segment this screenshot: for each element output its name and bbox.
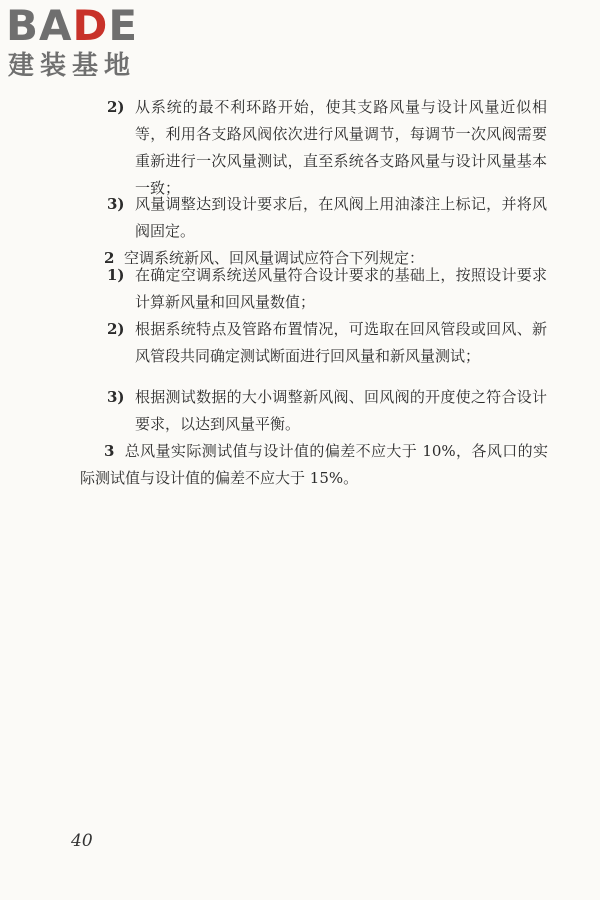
logo-wordmark: BADE	[6, 1, 139, 50]
logo-subtitle: 建装基地	[8, 51, 137, 81]
page-number: 40	[71, 831, 93, 851]
item-number: 1)	[107, 266, 125, 284]
list-item	[107, 262, 547, 316]
clause-text: 总风量实际测试值与设计值的偏差不应大于 10%，各风口的实际测试值与设计值的偏差不应大于 15%。	[80, 442, 548, 487]
list-item	[107, 316, 547, 370]
item-number: 3)	[107, 195, 125, 213]
item-text: 根据系统特点及管路布置情况，可选取在回风管段或回风、新风管段共同确定测试断面进行回风量和新风量测试；	[135, 320, 547, 365]
list-item	[107, 94, 547, 202]
bade-logo	[6, 1, 176, 86]
clause-text: 空调系统新风、回风量调试应符合下列规定：	[123, 249, 424, 267]
list-item	[107, 384, 547, 438]
item-text: 风量调整达到设计要求后，在风阀上用油漆注上标记，并将风阀固定。	[135, 195, 547, 240]
clause-number: 3	[104, 442, 115, 460]
item-number: 3)	[107, 388, 125, 406]
item-number: 2)	[107, 320, 125, 338]
item-text: 从系统的最不利环路开始，使其支路风量与设计风量近似相等，利用各支路风阀依次进行风量调节，每调节一次风阀需要重新进行一次风量测试，直至系统各支路风量与设计风量基本一致；	[135, 98, 547, 197]
item-number: 2)	[107, 98, 125, 116]
list-item	[107, 191, 547, 245]
item-text: 根据测试数据的大小调整新风阀、回风阀的开度使之符合设计要求，以达到风量平衡。	[135, 388, 547, 433]
clause	[80, 438, 548, 492]
clause-number: 2	[104, 249, 115, 267]
item-text: 在确定空调系统送风量符合设计要求的基础上，按照设计要求计算新风量和回风量数值；	[135, 266, 547, 311]
